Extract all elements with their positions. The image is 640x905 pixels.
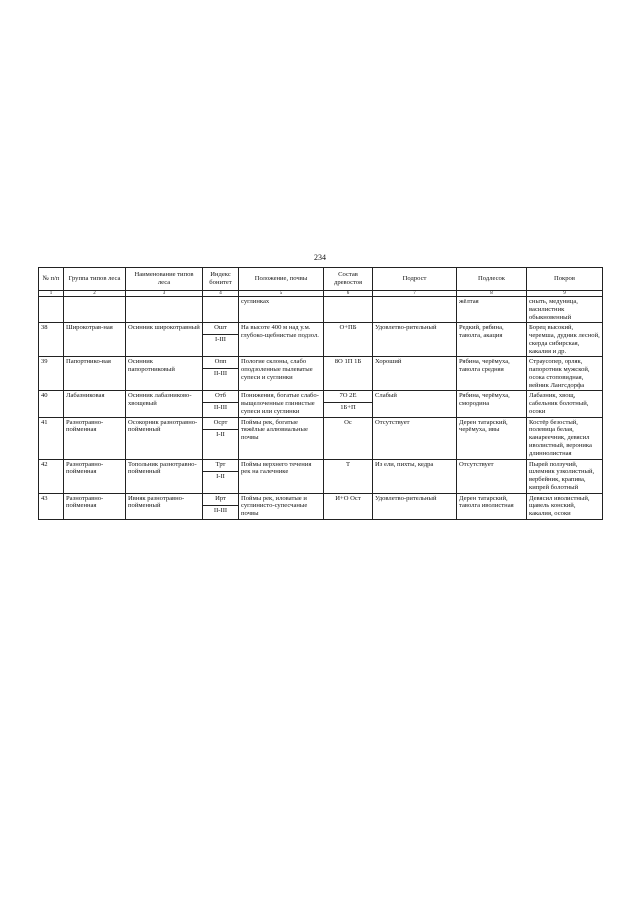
cell-composition: 7О 2Е: [324, 391, 373, 403]
table-row: [39, 323, 603, 335]
cell-group: Папортнико-вая: [64, 357, 126, 391]
column-number: 6: [324, 291, 373, 297]
cell-index: Осрт: [203, 417, 239, 429]
cell-number: 41: [39, 417, 64, 459]
cell-composition: Т: [324, 459, 373, 493]
table-row: [39, 357, 603, 369]
column-number: 4: [203, 291, 239, 297]
cell-index: Опп: [203, 357, 239, 369]
table-row-continuation: [39, 297, 603, 323]
cell-type: Топольник разнотравно-пойменный: [126, 459, 203, 493]
cell-number: [39, 297, 64, 323]
cell-position: Пологие склоны, слабо оподзоленные пылеватые супеси и суглинки: [239, 357, 324, 391]
cell-regrowth: Слабый: [373, 391, 457, 417]
header-number: № п/п: [39, 268, 64, 291]
cell-type: [126, 297, 203, 323]
header-type-name: Наименование типов леса: [126, 268, 203, 291]
cell-number: 43: [39, 493, 64, 519]
cell-number: 39: [39, 357, 64, 391]
column-number: 5: [239, 291, 324, 297]
header-cover: Покров: [527, 268, 603, 291]
column-number: 9: [527, 291, 603, 297]
cell-bonitet: II-III: [203, 369, 239, 391]
cell-regrowth: Удовлетво-рительный: [373, 323, 457, 357]
column-number: 3: [126, 291, 203, 297]
cell-regrowth: [373, 297, 457, 323]
cell-bonitet: I-II: [203, 471, 239, 493]
cell-composition: О+ПБ: [324, 323, 373, 357]
cell-number: 38: [39, 323, 64, 357]
header-position: Положение, почвы: [239, 268, 324, 291]
column-number: 8: [457, 291, 527, 297]
cell-group: Разнотравно-пойменная: [64, 459, 126, 493]
cell-index: Отб: [203, 391, 239, 403]
cell-index: [203, 297, 239, 323]
cell-index: Ирт: [203, 493, 239, 505]
cell-type: Осинник лабазниково-хвощевый: [126, 391, 203, 417]
cell-undergrowth: Дерен татарский, черёмуха, ивы: [457, 417, 527, 459]
cell-undergrowth: Рябина, черёмуха, таволга средняя: [457, 357, 527, 391]
cell-bonitet: II-III: [203, 403, 239, 417]
column-number: 7: [373, 291, 457, 297]
cell-cover: Борец высокий, черемша, дудник лесной, скерда сибирская, какалия и др.: [527, 323, 603, 357]
cell-position: Поймы верхнего течения рек на галечнике: [239, 459, 324, 493]
cell-position: суглинках: [239, 297, 324, 323]
cell-type: Осинник папоротниковый: [126, 357, 203, 391]
cell-cover: Страусопер, орляк, папоротник мужской, осока стоповидная, вейник Лангсдорфа: [527, 357, 603, 391]
cell-index: Трт: [203, 459, 239, 471]
cell-bonitet: II-III: [203, 505, 239, 519]
header-row: [39, 268, 603, 291]
cell-composition: И+О Ост: [324, 493, 373, 519]
header-composition: Состав древостоя: [324, 268, 373, 291]
cell-group: Лабазниковая: [64, 391, 126, 417]
cell-undergrowth: жёлтая: [457, 297, 527, 323]
cell-position: На высоте 400 м над у.м. глубоко-щебнистые подзол.: [239, 323, 324, 357]
cell-undergrowth: Рябина, черёмуха, смородина: [457, 391, 527, 417]
cell-bonitet: I-II: [203, 429, 239, 459]
header-index: Индекс бонитет: [203, 268, 239, 291]
cell-undergrowth: Отсутствует: [457, 459, 527, 493]
page-number: 234: [314, 253, 326, 262]
cell-type: Осокорник разнотравно-пойменный: [126, 417, 203, 459]
cell-regrowth: Из ели, пихты, кедра: [373, 459, 457, 493]
cell-regrowth: Удовлетво-рительный: [373, 493, 457, 519]
column-number: 2: [64, 291, 126, 297]
table-row: [39, 391, 603, 403]
cell-group: Разнотравно-пойменная: [64, 493, 126, 519]
cell-regrowth: Хороший: [373, 357, 457, 391]
cell-position: Понижения, богатые слабо-выщелоченные глинистые супеси или суглинки: [239, 391, 324, 417]
cell-undergrowth: Редкий, рябина, таволга, акация: [457, 323, 527, 357]
cell-position: Поймы рек, иловатые и суглинисто-супесчаные почвы: [239, 493, 324, 519]
cell-group: Разнотравно-пойменная: [64, 417, 126, 459]
cell-cover: Лабазник, хвощ, сабельник болотный, осоки: [527, 391, 603, 417]
cell-type: Осинник широкотравный: [126, 323, 203, 357]
column-number: 1: [39, 291, 64, 297]
cell-group: Широкотрав-ная: [64, 323, 126, 357]
cell-composition: Ос: [324, 417, 373, 459]
header-undergrowth: Подлесок: [457, 268, 527, 291]
cell-cover: сныть, медуница, василистник обыкновенный: [527, 297, 603, 323]
cell-number: 42: [39, 459, 64, 493]
cell-cover: Девясил иволистный, щавель конский, какалия, осоки: [527, 493, 603, 519]
header-group: Группа типов леса: [64, 268, 126, 291]
cell-index: Ошт: [203, 323, 239, 335]
header-regrowth: Подрост: [373, 268, 457, 291]
forest-types-table: [38, 267, 603, 520]
cell-composition-extra: 1Б+П: [324, 403, 373, 417]
cell-type: Ивняк разнотравно-пойменный: [126, 493, 203, 519]
cell-position: Поймы рек, богатые тяжёлые аллювиальные почвы: [239, 417, 324, 459]
cell-number: 40: [39, 391, 64, 417]
cell-composition: 8О 1П 1Б: [324, 357, 373, 391]
table-row: [39, 459, 603, 471]
table-row: [39, 417, 603, 429]
cell-composition: [324, 297, 373, 323]
cell-regrowth: Отсутствует: [373, 417, 457, 459]
cell-undergrowth: Дерен татарский, таволга иволистная: [457, 493, 527, 519]
cell-cover: Костёр безостый, полевица белая, канареечник, девясил иволистный, вероника длиннолистная: [527, 417, 603, 459]
cell-group: [64, 297, 126, 323]
table-row: [39, 493, 603, 505]
cell-bonitet: I-III: [203, 335, 239, 357]
cell-cover: Пырей ползучий, шлемник узколистный, вербейник, крапива, кипрей болотный: [527, 459, 603, 493]
